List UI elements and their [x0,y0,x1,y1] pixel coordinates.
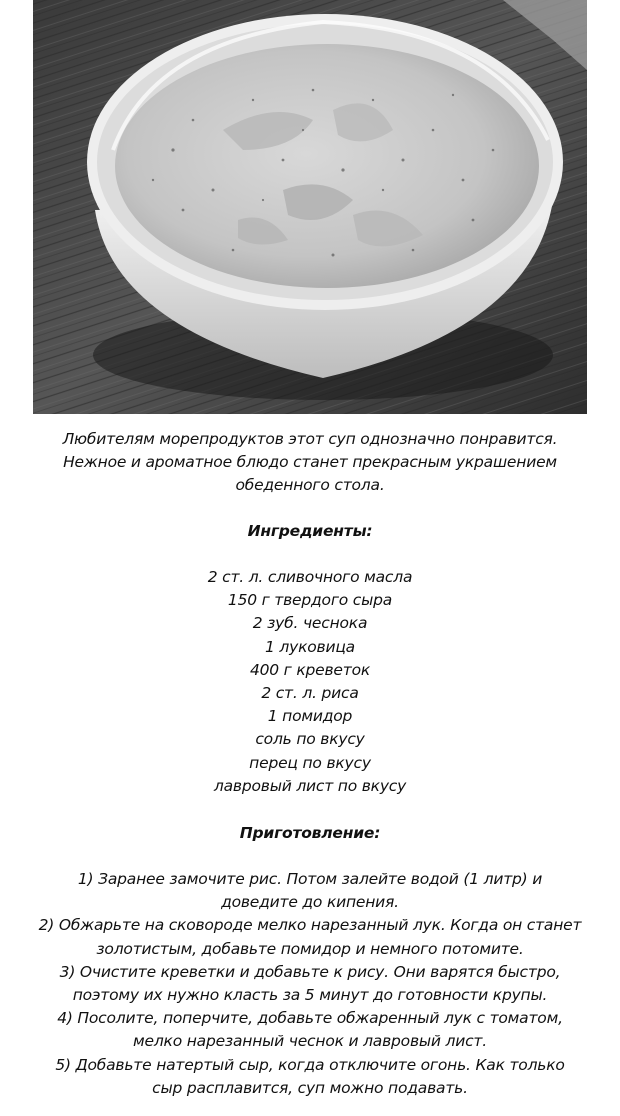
ingredient-item: лавровый лист по вкусу [213,776,407,795]
step-line: 4) Посолите, поперчите, добавьте обжаренный лук с томатом, [57,1009,563,1028]
step-line: 1) Заранее замочите рис. Потом залейте водой (1 литр) и [77,870,543,888]
preparation-step [0,1007,620,1053]
ingredient-item: соль по вкусу [255,730,365,749]
ingredient-item: 2 зуб. чеснока [252,614,368,633]
step-line: 5) Добавьте натертый сыр, когда отключите огонь. Как только [55,1055,565,1074]
intro-paragraph [0,428,620,498]
ingredients-list [0,566,620,798]
step-line: мелко нарезанный чеснок и лавровый лист. [133,1032,487,1051]
intro-line: Любителям морепродуктов этот суп однозначно понравится. [62,430,558,448]
intro-line: обеденного стола. [235,476,385,495]
preparation-heading: Приготовление: [239,824,381,842]
ingredient-item: 150 г твердого сыра [227,591,393,610]
step-line: поэтому их нужно класть за 5 минут до готовности крупы. [72,986,548,1005]
preparation-steps [0,868,620,1100]
ingredient-item: 1 помидор [267,707,353,726]
preparation-step [0,868,620,914]
step-line: золотистым, добавьте помидор и немного потомите. [96,939,524,958]
ingredient-item: 400 г креветок [249,660,371,679]
ingredient-item: 2 ст. л. сливочного масла [207,568,413,586]
ingredients-heading: Ингредиенты: [247,522,373,540]
ingredient-item: 2 ст. л. риса [261,684,359,703]
step-line: 2) Обжарьте на сковороде мелко нарезанный лук. Когда он станет [38,916,582,935]
preparation-step [0,914,620,960]
preparation-step [0,1054,620,1100]
preparation-step [0,961,620,1007]
soup-bowl-photo [33,0,587,414]
ingredient-item: перец по вкусу [249,753,371,772]
ingredient-item: 1 луковица [265,637,355,656]
step-line: 3) Очистите креветки и добавьте к рису. Они варятся быстро, [59,962,561,981]
step-line: доведите до кипения. [221,893,399,912]
step-line: сыр расплавится, суп можно подавать. [152,1078,468,1097]
intro-line: Нежное и ароматное блюдо станет прекрасным украшением [63,453,557,472]
soup-bowl-icon [33,0,587,414]
